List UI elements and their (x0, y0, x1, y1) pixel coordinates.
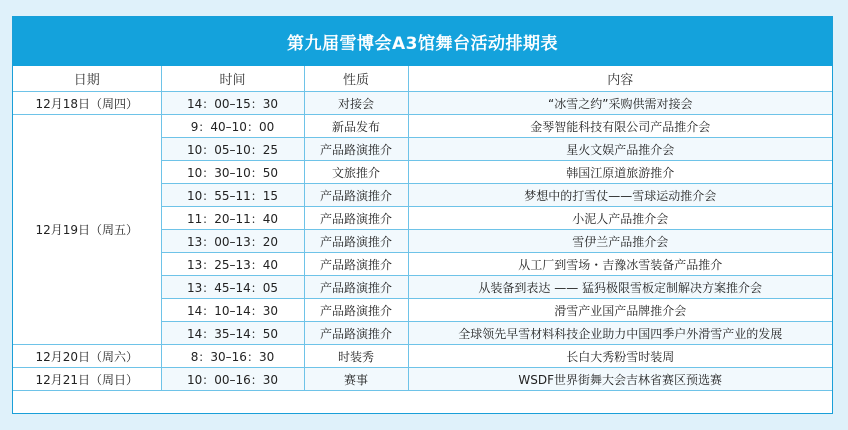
content-cell: 梦想中的打雪仗——雪球运动推介会 (408, 184, 832, 207)
date-cell: 12月18日（周四） (13, 92, 161, 115)
time-cell: 10：05–10：25 (161, 138, 304, 161)
page-title: 第九届雪博会A3馆舞台活动排期表 (287, 34, 558, 54)
schedule-frame (12, 16, 833, 414)
type-cell: 对接会 (304, 92, 408, 115)
content-cell: 韩国江原道旅游推介 (408, 161, 832, 184)
content-cell: 从工厂到雪场・吉豫冰雪装备产品推介 (408, 253, 832, 276)
time-cell: 10：30–10：50 (161, 161, 304, 184)
type-cell: 产品路演推介 (304, 138, 408, 161)
type-cell: 产品路演推介 (304, 276, 408, 299)
content-cell: 金琴智能科技有限公司产品推介会 (408, 115, 832, 138)
time-cell: 14：35–14：50 (161, 322, 304, 345)
date-cell: 12月20日（周六） (13, 345, 161, 368)
content-cell: “冰雪之约”采购供需对接会 (408, 92, 832, 115)
type-cell: 产品路演推介 (304, 230, 408, 253)
content-cell: 全球领先早雪材料科技企业助力中国四季户外滑雪产业的发展 (408, 322, 832, 345)
schedule-table (13, 66, 832, 391)
type-cell: 产品路演推介 (304, 207, 408, 230)
date-cell: 12月19日（周五） (13, 115, 161, 345)
content-cell: 星火文娱产品推介会 (408, 138, 832, 161)
time-cell: 13：00–13：20 (161, 230, 304, 253)
header-row (13, 66, 832, 92)
table-row (13, 115, 832, 138)
type-cell: 文旅推介 (304, 161, 408, 184)
content-cell: 雪伊兰产品推介会 (408, 230, 832, 253)
time-cell: 11：20–11：40 (161, 207, 304, 230)
time-cell: 14：10–14：30 (161, 299, 304, 322)
time-cell: 9：40–10：00 (161, 115, 304, 138)
table-row (13, 92, 832, 115)
header-content: 内容 (408, 66, 832, 92)
type-cell: 时装秀 (304, 345, 408, 368)
header-time: 时间 (161, 66, 304, 92)
time-cell: 10：00–16：30 (161, 368, 304, 391)
content-cell: 从装备到表达 —— 猛犸极限雪板定制解决方案推介会 (408, 276, 832, 299)
type-cell: 产品路演推介 (304, 322, 408, 345)
time-cell: 13：25–13：40 (161, 253, 304, 276)
content-cell: 滑雪产业国产品牌推介会 (408, 299, 832, 322)
time-cell: 10：55–11：15 (161, 184, 304, 207)
type-cell: 产品路演推介 (304, 299, 408, 322)
schedule-body (13, 92, 832, 391)
type-cell: 产品路演推介 (304, 184, 408, 207)
type-cell: 新品发布 (304, 115, 408, 138)
date-cell: 12月21日（周日） (13, 368, 161, 391)
table-row (13, 345, 832, 368)
content-cell: 小泥人产品推介会 (408, 207, 832, 230)
table-row (13, 368, 832, 391)
content-cell: WSDF世界街舞大会吉林省赛区预选赛 (408, 368, 832, 391)
time-cell: 13：45–14：05 (161, 276, 304, 299)
type-cell: 产品路演推介 (304, 253, 408, 276)
type-cell: 赛事 (304, 368, 408, 391)
time-cell: 14：00–15：30 (161, 92, 304, 115)
title-bar (13, 17, 832, 66)
content-cell: 长白大秀粉雪时装周 (408, 345, 832, 368)
header-type: 性质 (304, 66, 408, 92)
time-cell: 8：30–16：30 (161, 345, 304, 368)
header-date: 日期 (13, 66, 161, 92)
